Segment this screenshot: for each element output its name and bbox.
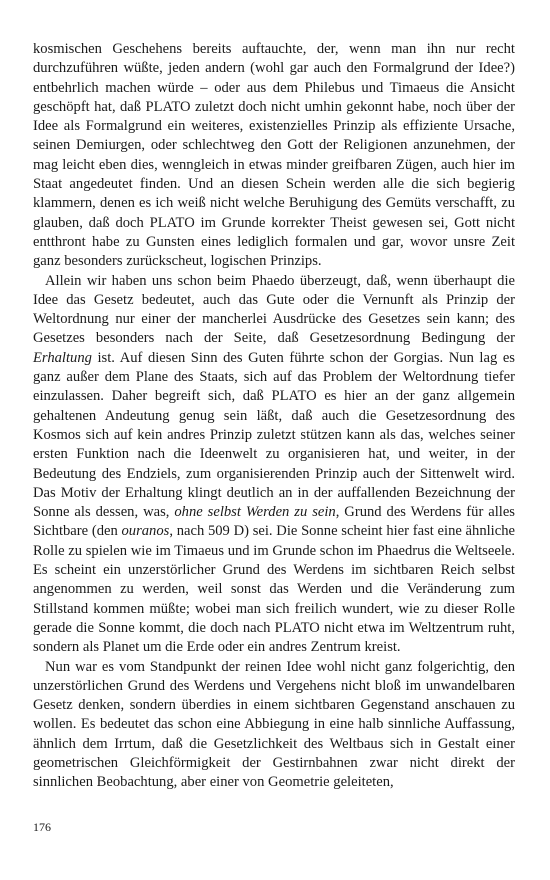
text-run: , Grund des Werdens für alles Sichtbare (den xyxy=(33,504,515,540)
page-text-block xyxy=(33,40,515,793)
italic-run: Erhaltung xyxy=(33,349,92,366)
paragraph-2 xyxy=(33,272,515,658)
italic-run: ohne selbst Werden zu sein xyxy=(174,504,336,521)
text-run: , nach 509 D) sei. Die Sonne scheint hier fast eine ähnliche Rolle zu spielen wie im Timaeus und im Grunde schon im Phaedrus die Weltseele. Es scheint ein unzerstörlicher Grund des Werdens im sichtbaren Reich selbst angenommen zu werden, weil sonst das Werden und die Veränderung zum Stillstand kommen müßte; wobei man sich freilich wundert, wie zu dieser Rolle gerade die Sonne kommt, die doch nach PLATO nicht etwa im Weltzentrum ruht, sondern als Planet um die Erde oder ein andres Zentrum kreist. xyxy=(33,523,515,656)
page-number: 176 xyxy=(33,820,51,834)
italic-run: ouranos xyxy=(121,523,170,540)
text-run: Nun war es vom Standpunkt der reinen Idee wohl nicht ganz folgerichtig, den unzerstörlichen Grund des Werdens und Vergehens nicht bloß im unwandelbaren Gesetz denken, sondern überdies in einem sichtbaren Gegenstand anschauen zu wollen. Es bedeutet das schon eine Abbiegung in eine halb sinnliche Auffassung, ähnlich dem Irrtum, daß die Gesetzlichkeit des Weltbaus sich in Gestalt einer geometrischen Gleichförmigkeit der Gestirnbahnen zwar nicht direkt der sinnlichen Beobachtung, aber einer von Geometrie geleiteten, xyxy=(33,658,515,791)
body-text xyxy=(33,40,515,793)
paragraph-3 xyxy=(33,658,515,793)
text-run: kosmischen Geschehens bereits auftauchte, der, wenn man ihn nur recht durchzuführen wüßte, jeden andern (wohl gar auch den Formalgrund der Idee?) entbehrlich machen würde – oder aus dem Philebus und Timaeus die Ansicht geschöpft hat, daß PLATO zuletzt doch nicht umhin gekonnt habe, noch über der Idee als Formalgrund ein weiteres, existenzielles Prinzip als effiziente Ursache, seinen Demiurgen, oder schlechtweg den Gott der Religionen anzunehmen, der mag leicht eben dies, wenngleich in etwas minder greifbaren Zügen, auch hier im Staat angedeutet finden. Und an diesen Schein werden alle die sich begierig klammern, denen es ich weiß nicht welche Beruhigung des Gemüts verschafft, zu glauben, daß doch PLATO im Grunde korrekter Theist gewesen sei, Gott nicht entthront habe zu Gunsten eines lediglich formalen und gar, wovor unsre Zeit ganz besonders zurückscheut, logischen Prinzips. xyxy=(33,41,515,270)
text-run: ist. Auf diesen Sinn des Guten führte schon der Gorgias. Nun lag es ganz außer dem Plane des Staats, sich auf das Problem der Weltordnung tiefer einzulassen. Daher begreift sich, daß PLATO es hier an der ganz allgemein gehaltenen Andeutung genug sein läßt, daß auch die Gesetzesordnung des Kosmos sich auf kein andres Prinzip zuletzt stützen kann als das, welches seiner ersten Funktion nach die Ideenwelt zu organisieren hat, und weiter, in der Bedeutung des Endziels, zum organisierenden Prinzip auch der Sittenwelt wird. Das Motiv der Erhaltung klingt deutlich an in der auffallenden Bezeichnung der Sonne als dessen, was, xyxy=(33,349,515,521)
text-run: Allein wir haben uns schon beim Phaedo überzeugt, daß, wenn überhaupt die Idee das Gesetz bedeutet, auch das Gute oder die Vernunft als Prinzip der Weltordnung nur einer der mancherlei Ausdrücke des Gesetzes sein kann; des Gesetzes besonders nach der Seite, daß Gesetzesordnung Bedingung der xyxy=(33,272,515,347)
paragraph-1 xyxy=(33,40,515,272)
